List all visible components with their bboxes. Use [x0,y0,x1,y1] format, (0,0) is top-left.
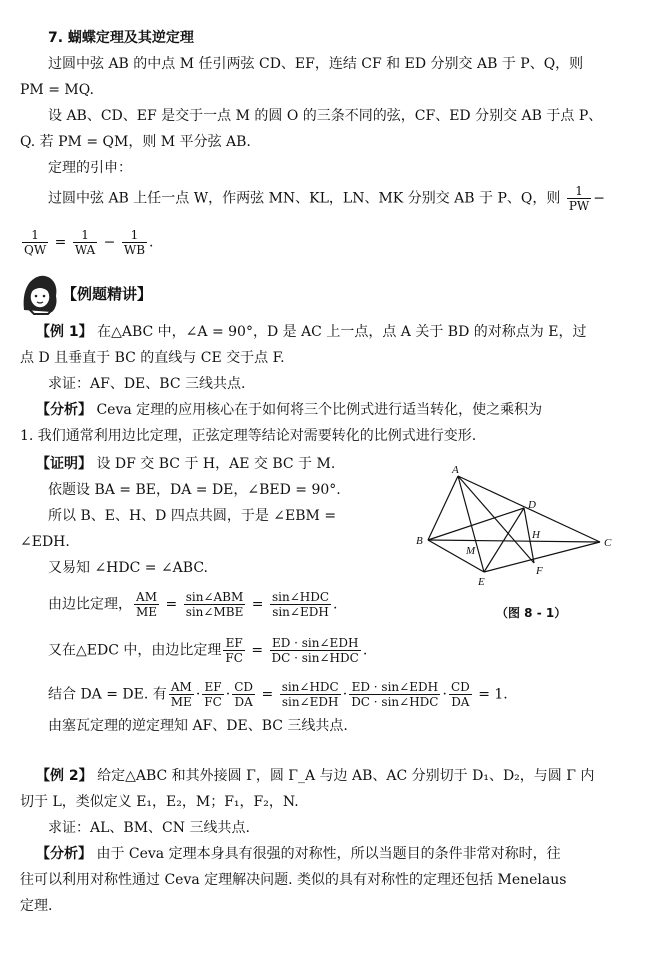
example-section-header: 【例题精讲】 [62,285,153,303]
analysis-2-line-2: 往可以利用对称性通过 Ceva 定理解决问题. 类似的具有对称性的定理还包括 Menelaus [20,872,567,888]
proof-line-1: 【证明】 设 DF 交 BC 于 H，AE 交 BC 于 M. [36,456,336,472]
example-1-line-2: 点 D 且垂直于 BC 的直线与 CE 交于点 F. [20,350,285,366]
label-d: D [528,499,536,511]
example-1-label: 【例 1】 [36,324,93,340]
section-title: 7. 蝴蝶定理及其逆定理 [48,30,194,46]
proof-label: 【证明】 [36,456,92,472]
proof-conclusion: 由塞瓦定理的逆定理知 AF、DE、BC 三线共点. [48,718,348,734]
segment-de [484,508,524,572]
proof-line-2: 依题设 BA = BE，DA = DE，∠BED = 90°. [48,482,341,498]
fraction-am-me-2: $\frac{AM}{ME}$ [170,680,192,709]
figure-caption: （图 8 - 1） [496,606,567,620]
proof-equation-1: 由边比定理， $\frac{AM}{ME}$ = $\frac{\text{sin∠ABM}}{\text{sin∠MBE}}$ = $\frac{\text{sin∠HDC}}{\text{sin∠EDH}}$ . [48,590,338,619]
lemma-line-1: 过圆中弦 AB 上任一点 W，作两弦 MN、KL，LN、MK 分别交 AB 于 P、Q，则 $\frac{1}{PW}$ − [48,184,605,213]
fraction-cd-da-2: $\frac{CD}{DA}$ [450,680,470,709]
analysis-1-line-2: 1. 我们通常利用边比定理，正弦定理等结论对需要转化的比例式进行变形. [20,428,477,444]
lemma-title: 定理的引申： [48,160,132,176]
proof-line-4: 又易知 ∠HDC = ∠ABC. [48,560,209,576]
analysis-1-line-1: 【分析】 Ceva 定理的应用核心在于如何将三个比例式进行适当转化，使之乘积为 [36,402,543,418]
converse-text-line-1: 设 AB、CD、EF 是交于一点 M 的圆 O 的三条不同的弦，CF、ED 分别交 AB 于点 P、 [48,108,603,124]
fraction-1-over-pw: $\frac{1}{PW}$ [568,184,590,213]
lemma-text: 过圆中弦 AB 上任一点 W，作两弦 MN、KL，LN、MK 分别交 AB 于 P、Q，则 [48,190,561,207]
example-2-line-2: 切于 L，类似定义 E₁，E₂，M；F₁，F₂，N. [20,794,299,810]
label-e: E [478,576,485,588]
fraction-1-over-wb: $\frac{1}{WB}$ [123,228,146,257]
example-1-line-1: 【例 1】 在△ABC 中，∠A = 90°，D 是 AC 上一点，点 A 关于 BD 的对称点为 E，过 [36,324,587,340]
fraction-sin-hdc-edh: $\frac{\text{sin∠HDC}}{\text{sin∠EDH}}$ [271,590,330,619]
thinking-student-icon [18,270,62,316]
example-2-label: 【例 2】 [36,768,93,784]
label-m: M [466,545,476,557]
example-1-prove: 求证：AF、DE、BC 三线共点. [48,376,246,392]
fraction-sin-abm-mbe: $\frac{\text{sin∠ABM}}{\text{sin∠MBE}}$ [185,590,244,619]
analysis-2-line-1: 【分析】 由于 Ceva 定理本身具有很强的对称性，所以当题目的条件非常对称时，往 [36,846,561,862]
fraction-1-over-wa: $\frac{1}{WA}$ [74,228,96,257]
label-b: B [416,535,423,547]
label-a: A [452,464,459,476]
theorem-text-line-2: PM = MQ. [20,82,94,98]
label-h: H [532,529,540,541]
converse-text-line-2: Q. 若 PM = QM，则 M 平分弦 AB. [20,134,251,150]
label-c: C [604,537,612,549]
fraction-ed-dc-sines: $\frac{\text{ED · sin∠EDH}}{\text{DC · sin∠HDC}}$ [271,636,359,665]
figure-lines [428,476,600,572]
fraction-cd-da: $\frac{CD}{DA}$ [234,680,254,709]
analysis-label: 【分析】 [36,402,92,418]
theorem-text-line-1: 过圆中弦 AB 的中点 M 任引两弦 CD、EF，连结 CF 和 ED 分别交 AB 于 P、Q，则 [48,56,584,72]
lemma-line-2: $\frac{1}{QW}$ = $\frac{1}{WA}$ − $\frac{1}{WB}$ . [24,228,154,257]
fraction-ed-dc-sines-2: $\frac{\text{ED · sin∠EDH}}{\text{DC · sin∠HDC}}$ [351,680,439,709]
figure-8-1-geometry-diagram [412,462,620,592]
fraction-1-over-qw: $\frac{1}{QW}$ [24,228,47,257]
segment-ab [428,476,458,540]
label-f: F [536,565,543,577]
fraction-ef-fc: $\frac{EF}{FC}$ [225,636,243,665]
fraction-ef-fc-2: $\frac{EF}{FC}$ [204,680,222,709]
fraction-sin-hdc-edh-2: $\frac{\text{sin∠HDC}}{\text{sin∠EDH}}$ [281,680,339,709]
example-2-line-1: 【例 2】 给定△ABC 和其外接圆 Γ，圆 Γ_A 与边 AB、AC 分别切于 D₁、D₂，与圆 Γ 内 [36,768,595,784]
example-2-prove: 求证：AL、BM、CN 三线共点. [48,820,250,836]
analysis-2-line-3: 定理. [20,898,53,914]
proof-equation-3: 结合 DA = DE. 有 $\frac{AM}{ME}$ · $\frac{EF}{FC}$ · $\frac{CD}{DA}$ = $\frac{\text{sin∠HDC}}{\text{sin∠EDH}}$ · $\frac{\text{ED · sin∠EDH}}{\text{DC · sin∠HDC}}$ · $\frac{CD}{DA}$ = 1. [48,680,508,709]
proof-line-3b: ∠EDH. [20,534,70,550]
proof-line-3: 所以 B、E、H、D 四点共圆，于是 ∠EBM = [48,508,337,524]
fraction-am-me: $\frac{AM}{ME}$ [136,590,158,619]
proof-equation-2: 又在△EDC 中，由边比定理 $\frac{EF}{FC}$ = $\frac{\text{ED · sin∠EDH}}{\text{DC · sin∠HDC}}$ . [48,636,368,665]
analysis-2-label: 【分析】 [36,846,92,862]
segment-be [428,540,484,572]
